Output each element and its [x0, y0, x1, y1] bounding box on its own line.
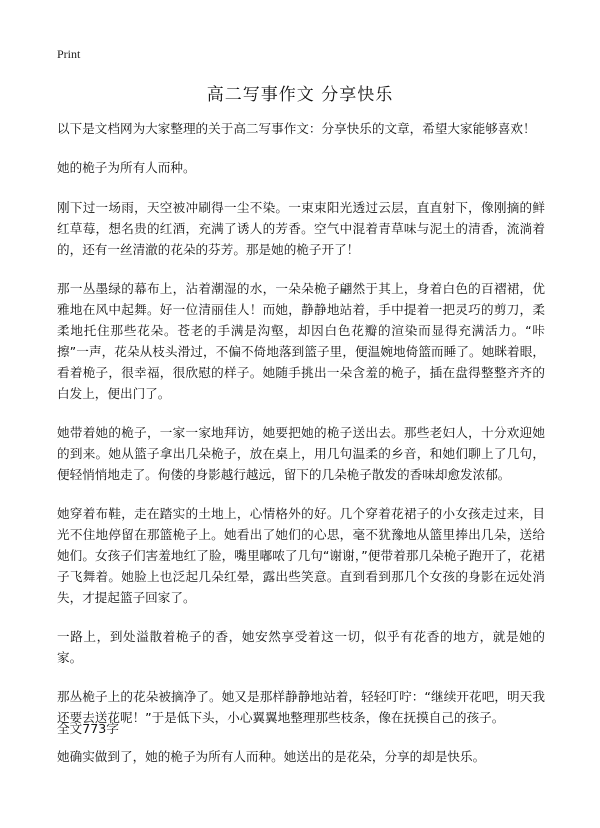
article-paragraph: 她的桅子为所有人而种。	[57, 160, 196, 175]
article-paragraph: 一路上，到处溢散着桅子的香，她安然享受着这一切，似乎有花香的地方，就是她的家。	[57, 629, 545, 665]
article-paragraph: 她穿着布鞋，走在踏实的土地上，心情格外的好。几个穿着花裙子的小女孩走过来，目光不住地停留在那篮桅子上。她看出了她们的心思，毫不犹豫地从篮里捧出几朵，送给她们。女孩子们害羞地红了脸，嘴里嘟哝了几句“谢谢，”便带着那几朵桅子跑开了，花裙子飞舞着。她脸上也泛起几朵红晕，露出些笑意。直到看到那几个女孩的身影在远处消失，才提起篮子回家了。	[57, 506, 545, 605]
article-title: 高二写事作文 分享快乐	[206, 85, 394, 105]
print-link[interactable]: Print	[57, 47, 81, 61]
article-paragraph: 以下是文档网为大家整理的关于高二写事作文：分享快乐的文章，希望大家能够喜欢！	[57, 121, 536, 136]
article-paragraph: 那一丛墨绿的幕布上，沾着潮湿的水，一朵朵桅子翩然于其上，身着白色的百褶裙，优雅地在风中起舞。好一位清丽佳人！而她，静静地站着，手中提着一把灵巧的剪刀，柔柔地托住那些花朵。苍老的手满是沟壑，却因白色花瓣的渲染而显得充满活力。“咔擦”一声，花朵从枝头滑过，不偏不倚地落到篮子里，便温婉地倚篮而睡了。她眯着眼，看着桅子，很幸福，很欣慰的样子。她随手挑出一朵含羞的桅子，插在盘得整整齐齐的白发上，便出门了。	[57, 281, 545, 401]
article-paragraph: 那丛桅子上的花朵被摘净了。她又是那样静静地站着，轻轻叮咛：“继续开花吧，明天我还要去送花呢！”于是低下头，小心翼翼地整理那些枝条，像在抚摸自己的孩子。	[57, 689, 545, 725]
article-paragraph: 她确实做到了，她的桅子为所有人而种。她送出的是花朵，分享的却是快乐。	[57, 749, 486, 764]
article-paragraph: 她带着她的桅子，一家一家地拜访，她要把她的桅子送出去。那些老妇人，十分欢迎她的到来。她从篮子拿出几朵桅子，放在桌上，用几句温柔的乡音，和她们聊上了几句，便轻悄悄地走了。佝偻的身影越行越远，留下的几朵桅子散发的香味却愈发浓郁。	[57, 425, 545, 482]
article-paragraph: 刚下过一场雨，天空被冲刷得一尘不染。一束束阳光透过云层，直直射下，像刚摘的鲜红草莓，想名贵的红酒，充满了诱人的芳香。空气中混着青草味与泥土的清香，流淌着的，还有一丝清澈的花朵的芬芳。那是她的桅子开了！	[57, 200, 545, 257]
article-body	[57, 118, 545, 786]
word-count: 全文773字	[57, 721, 119, 736]
